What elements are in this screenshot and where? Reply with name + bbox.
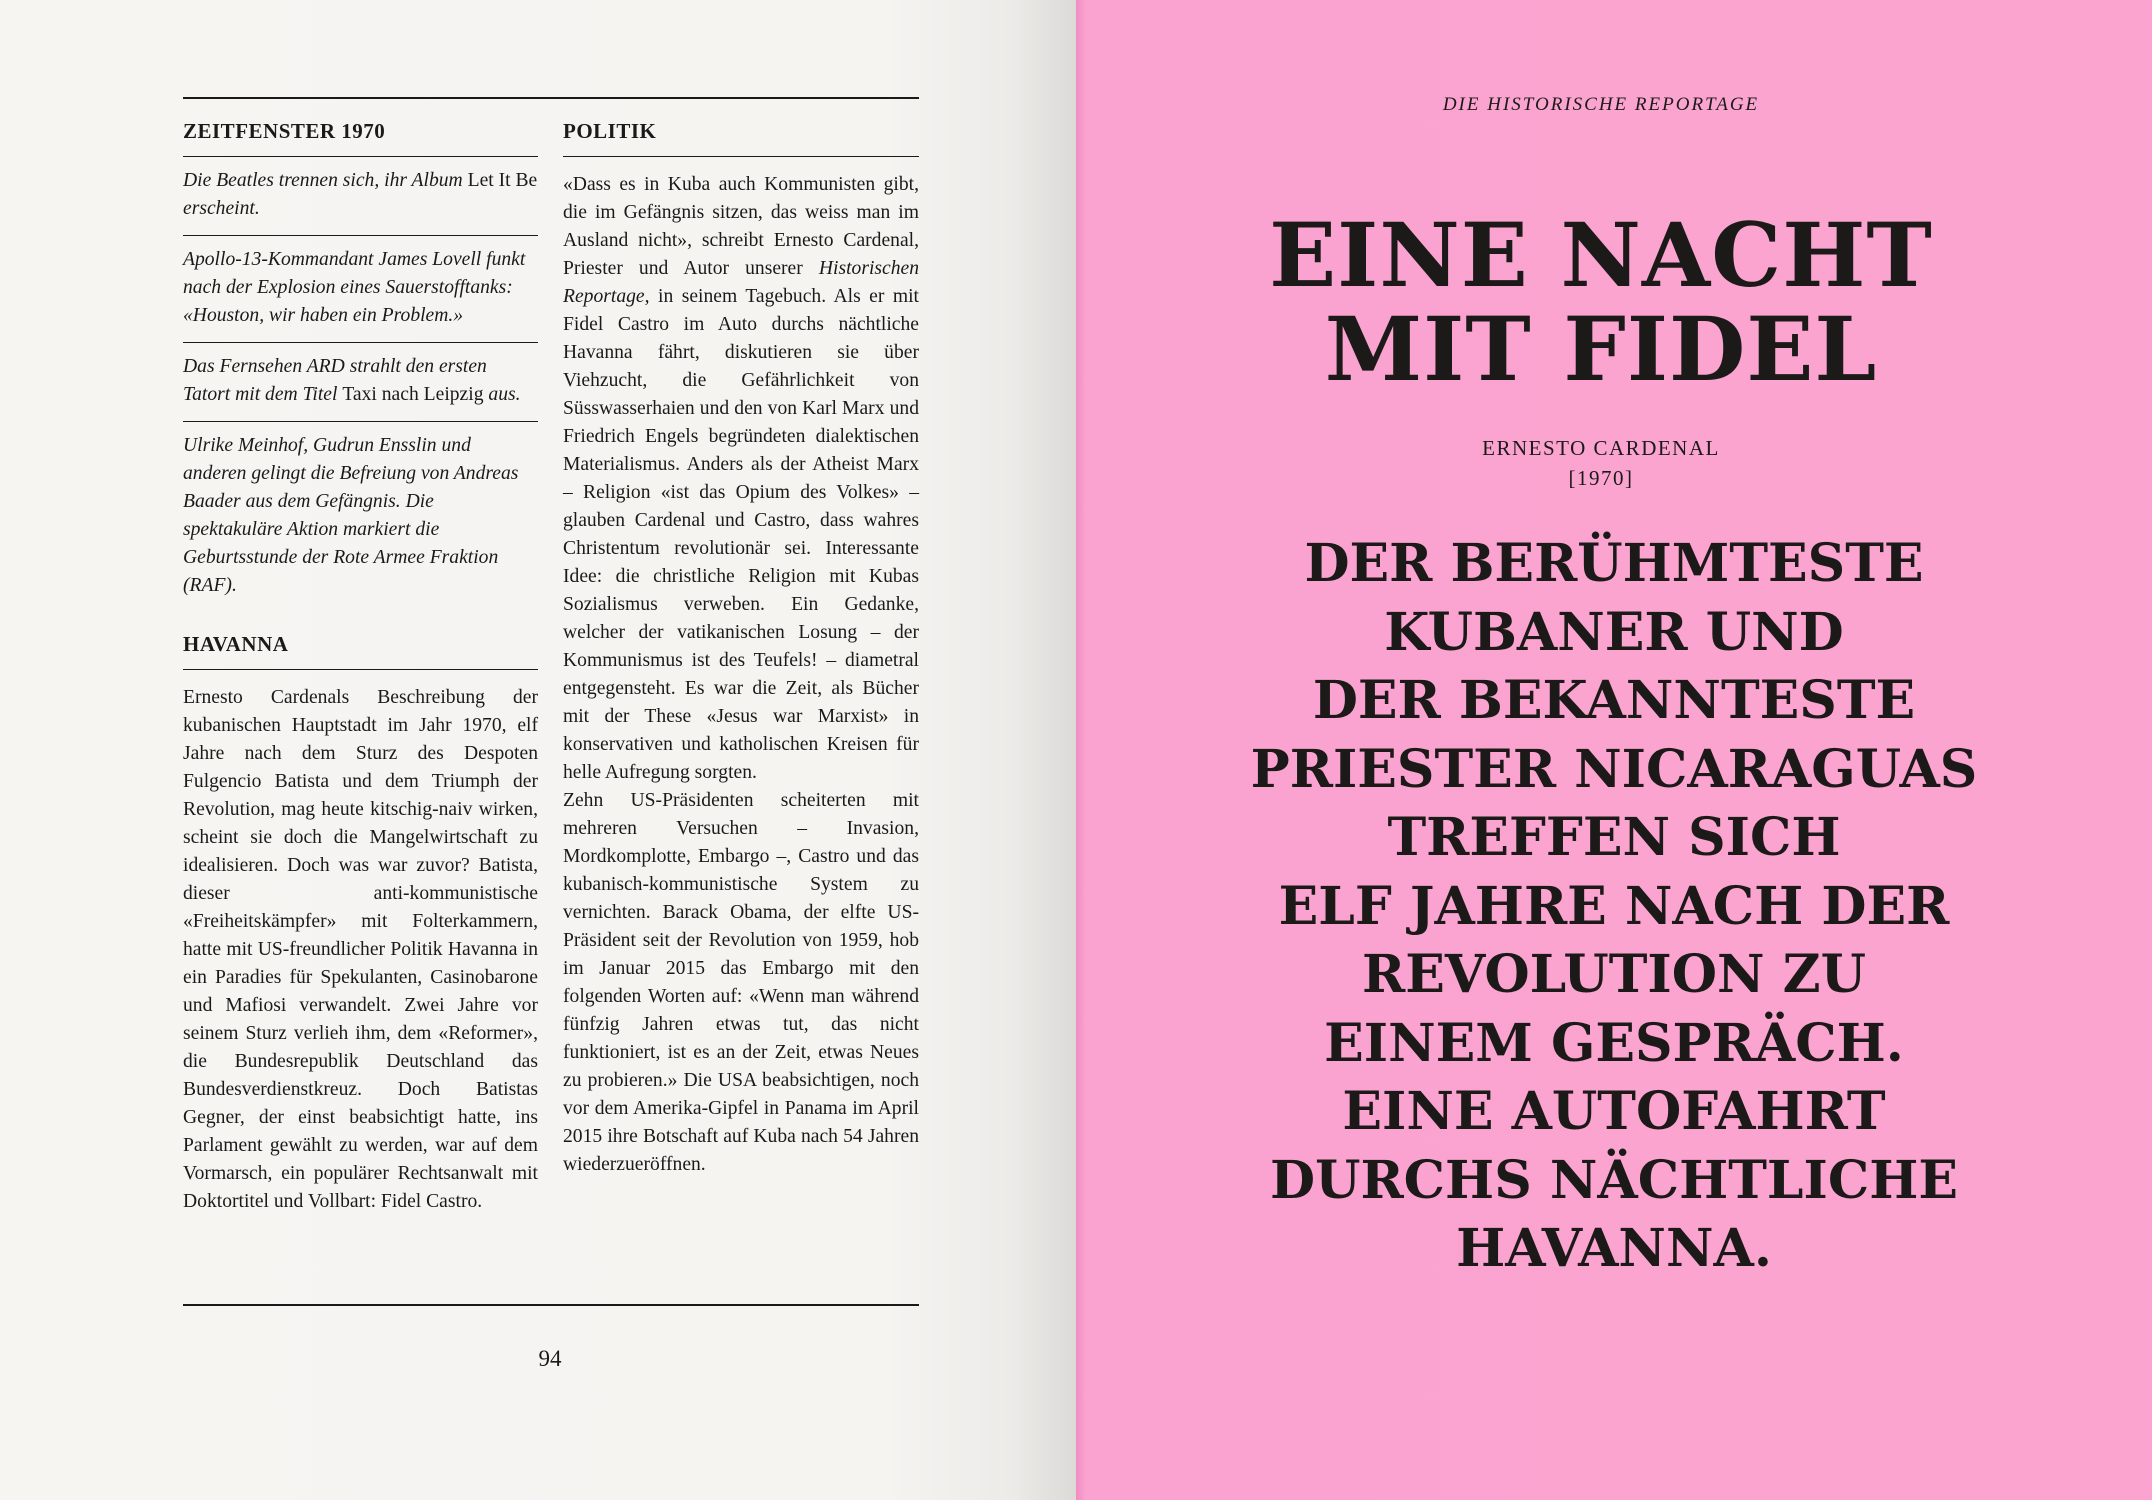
- author-name: ERNESTO CARDENAL: [1482, 436, 1720, 460]
- havanna-heading: HAVANNA: [183, 634, 538, 670]
- section-kicker: DIE HISTORISCHE REPORTAGE: [1442, 94, 1760, 115]
- lead-line: HAVANNA.: [1456, 1218, 1772, 1279]
- zeitfenster-entry: Das Fernsehen ARD strahlt den ersten Tatort mit dem Titel Taxi nach Leipzig aus.: [183, 343, 538, 422]
- politik-heading: POLITIK: [563, 97, 919, 157]
- politik-text: [563, 157, 919, 1179]
- page-number: 94: [538, 1346, 562, 1371]
- politik-paragraph: Zehn US-Präsidenten scheiterten mit mehreren Versuchen – Invasion, Mordkomplotte, Embargo –, Castro und das kubanisch-kommunistische System zu vernichten. Barack Obama, der elfte US-Präsident seit der Revolution von 1959, hob im Januar 2015 das Embargo mit den folgenden Worten auf: «Wenn man während fünfzig Jahren etwas tut, das nicht funktioniert, ist es an der Zeit, etwas Neues zu probieren.» Die USA beabsichtigen, noch vor dem Amerika-Gipfel in Panama im April 2015 ihre Botschaft auf Kuba nach 54 Jahren wiederzueröffnen.: [563, 790, 919, 1175]
- bottom-rule: [183, 1304, 919, 1306]
- article-title: [1076, 203, 2126, 401]
- title-line: EINE NACHT: [1269, 203, 1933, 307]
- lead-line: TREFFEN SICH: [1387, 807, 1841, 868]
- lead-line: DER BEKANNTESTE: [1312, 670, 1916, 731]
- lead-line: EINE AUTOFAHRT: [1342, 1081, 1886, 1142]
- lead-line: DURCHS NÄCHTLICHE: [1270, 1149, 1958, 1211]
- author-byline: [1076, 433, 2126, 493]
- politik-paragraph: «Dass es in Kuba auch Kommunisten gibt, die im Gefängnis sitzen, das weiss man im Ausland nicht», schreibt Ernesto Cardenal, Priester und Autor unserer Historischen Reportage, in seinem Tagebuch. Als er mit Fidel Castro im Auto durchs nächtliche Havanna fährt, diskutieren sie über Viehzucht, die Gefährlichkeit von Süsswasserhaien und den von Karl Marx und Friedrich Engels begründeten dialektischen Materialismus. Anders als der Atheist Marx – Religion «ist das Opium des Volkes» – glauben Cardenal und Castro, dass wahres Christentum revolutionär sei. Interessante Idee: die christliche Religion mit Kubas Sozialismus verweben. Ein Gedanke, welcher der vatikanischen Losung – der Kommunismus ist des Teufels! – diametral entgegensteht. Es war die Zeit, als Bücher mit der These «Jesus war Marxist» in konservativen und katholischen Kreisen für helle Aufregung sorgten.: [563, 174, 919, 783]
- article-year: [1970]: [1568, 466, 1634, 490]
- lead-line: KUBANER UND: [1384, 601, 1844, 663]
- left-column: [183, 97, 538, 1216]
- lead-text: [1076, 530, 2152, 1284]
- zeitfenster-entry: Die Beatles trennen sich, ihr Album Let It Be erscheint.: [183, 157, 538, 236]
- lead-line: REVOLUTION ZU: [1362, 944, 1866, 1005]
- lead-line: PRIESTER NICARAGUAS: [1250, 738, 1978, 800]
- lead-line: ELF JAHRE NACH DER: [1278, 875, 1950, 937]
- zeitfenster-heading: ZEITFENSTER 1970: [183, 97, 538, 157]
- right-page: [1076, 0, 2152, 1500]
- title-line: MIT FIDEL: [1324, 297, 1878, 401]
- zeitfenster-entry: Apollo-13-Kommandant James Lovell funkt nach der Explosion eines Sauerstofftanks: «Houston, wir haben ein Problem.»: [183, 236, 538, 343]
- lead-line: EINEM GESPRÄCH.: [1324, 1012, 1904, 1074]
- zeitfenster-entry: Ulrike Meinhof, Gudrun Ensslin und anderen gelingt die Befreiung von Andreas Baader aus dem Gefängnis. Die spektakuläre Aktion markiert die Geburtsstunde der Rote Armee Fraktion (RAF).: [183, 435, 519, 596]
- lead-line: DER BERÜHMTESTE: [1304, 533, 1924, 594]
- havanna-text: Ernesto Cardenals Beschreibung der kubanischen Hauptstadt im Jahr 1970, elf Jahre nach dem Sturz des Despoten Fulgencio Batista und dem Triumph der Revolution, mag heute kitschig-naiv wirken, scheint sie doch die Mangelwirtschaft zu idealisieren. Doch was war zuvor? Batista, dieser anti-kommunistische «Freiheitskämpfer» mit Folterkammern, hatte mit US-freundlicher Politik Havanna in ein Paradies für Spekulanten, Casinobarone und Mafiosi verwandelt. Zwei Jahre vor seinem Sturz verlieh ihm, dem «Reformer», die Bundesrepublik Deutschland das Bundesverdienstkreuz. Doch Batistas Gegner, der einst beabsichtigt hatte, ins Parlament gewählt zu werden, war auf dem Vormarsch, ein populärer Rechtsanwalt mit Doktortitel und Vollbart: Fidel Castro.: [183, 687, 538, 1212]
- right-column: [563, 97, 919, 1179]
